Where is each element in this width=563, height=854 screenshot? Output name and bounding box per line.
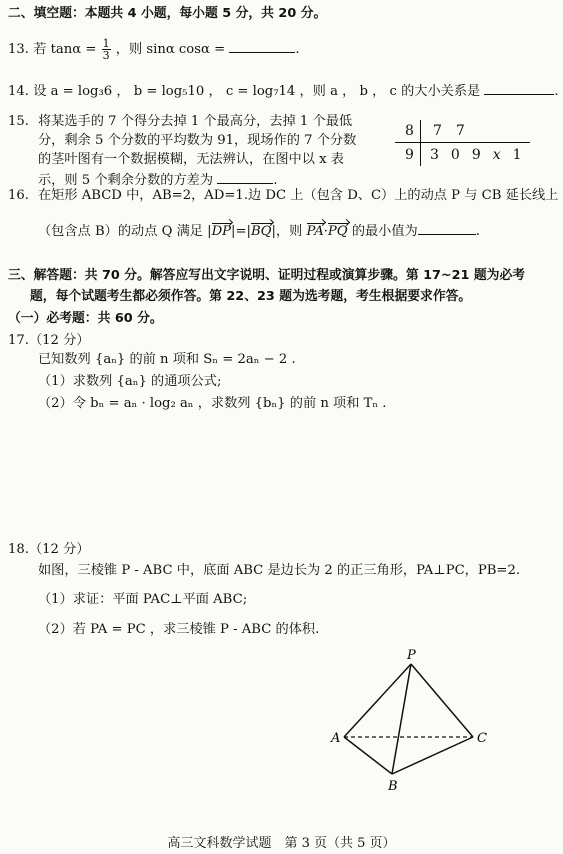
edge-AB: [344, 737, 392, 774]
leaf: 3: [430, 147, 439, 163]
q15-line-2: 分，剩余 5 个分数的平均数为 91，现场作的 7 个分数: [38, 133, 357, 148]
pyramid-figure: [325, 648, 505, 796]
stem-leaf-horizontal-line: [395, 142, 530, 143]
q18-part-2: （2）若 PA = PC ，求三棱锥 P - ABC 的体积.: [38, 622, 320, 637]
q17-line-1: 已知数列 {aₙ} 的前 n 项和 Sₙ = 2aₙ − 2 .: [38, 352, 296, 367]
question-13: 13. 若 tanα = $\frac{1}{3}$ ，则 sinα cosα = .: [8, 37, 300, 62]
q16-number: 16.: [8, 188, 29, 203]
page-footer: 高三文科数学试题 第 3 页（共 5 页）: [167, 836, 396, 851]
leaf: 0: [450, 147, 460, 163]
section-3-heading-line-1: 三、解答题：共 70 分。解答应写出文字说明、证明过程或演算步骤。第 17~21 题为必考: [8, 268, 526, 283]
question-14: 14. 设 a = log₃6 ， b = log₅10 ， c = log₇14 ，则 a ， b ， c 的大小关系是 .: [8, 84, 559, 99]
stem-9: 9: [405, 147, 414, 163]
q16-line-2-c: |，则: [271, 224, 303, 239]
q15-line-4: 示，则 5 个剩余分数的方差为 .: [38, 173, 278, 188]
q14-answer-blank[interactable]: [484, 82, 554, 95]
q13-number: 13.: [8, 42, 29, 57]
leaf-x: x: [492, 147, 501, 163]
leaf: 9: [471, 147, 481, 163]
section-3-heading-line-2: 题，每个试题考生都必须作答。第 22、23 题为选考题，考生根据要求作答。: [30, 289, 472, 304]
edge-BC: [392, 737, 473, 774]
q13-frac-numerator: 1: [102, 37, 110, 50]
q15-number: 15.: [8, 114, 29, 129]
leaf: 7: [433, 123, 442, 139]
q14-number: 14.: [8, 84, 29, 99]
dot-product-sign: ·: [323, 224, 328, 239]
q16-line-2-d: 的最小值为: [351, 224, 418, 239]
q14-text: 设 a = log₃6 ， b = log₅10 ， c = log₇14 ，则 a ， b ， c 的大小关系是: [33, 84, 481, 99]
label-A: A: [331, 731, 341, 746]
label-B: B: [388, 779, 398, 794]
q17-part-2: （2）令 bₙ = aₙ · log₂ aₙ ，求数列 {bₙ} 的前 n 项和 Tₙ .: [38, 396, 387, 411]
q15-line-4-text: 示，则 5 个剩余分数的方差为: [38, 173, 214, 188]
q13-text-pre: 若 tanα =: [33, 42, 97, 57]
q15-line-1: 将某选手的 7 个得分去掉 1 个最高分，去掉 1 个最低: [38, 114, 353, 129]
q18-part-1: （1）求证：平面 PAC⊥平面 ABC;: [38, 592, 248, 607]
q15-answer-blank[interactable]: [217, 171, 273, 184]
q18-line-1: 如图，三棱锥 P - ABC 中，底面 ABC 是边长为 2 的正三角形，PA⊥PC，PB=2.: [38, 563, 521, 578]
stem-leaf-plot: [395, 120, 530, 168]
q13-text-post: ，则 sinα cosα =: [115, 42, 226, 57]
leaves-row-1: [433, 123, 465, 139]
section-2-heading: 二、填空题：本题共 4 小题，每小题 5 分，共 20 分。: [8, 6, 327, 21]
q16-line-2: （包含点 B）的动点 Q 满足 |DP|=|BQ|，则 PA·PQ 的最小值为 .: [38, 224, 480, 239]
vector-BQ: BQ: [250, 224, 272, 239]
q13-frac-denominator: 3: [102, 49, 110, 62]
vector-DP: DP: [211, 224, 232, 239]
stem-row-1: [405, 123, 414, 139]
q15-line-3: 的茎叶图有一个数据模糊，无法辨认，在图中以 x 表: [38, 152, 344, 167]
q13-answer-blank[interactable]: [229, 40, 295, 53]
label-C: C: [477, 731, 487, 746]
stem-row-2: [405, 147, 414, 163]
vector-PA: PA: [306, 224, 324, 239]
section-3-subheading: （一）必考题：共 60 分。: [8, 311, 163, 326]
q17-part-1: （1）求数列 {aₙ} 的通项公式;: [38, 374, 222, 389]
stem-leaf-vertical-line: [420, 120, 421, 166]
edge-PC: [411, 664, 473, 737]
q17-header: 17.（12 分）: [8, 333, 90, 348]
leaf: 1: [512, 147, 522, 163]
stem-8: 8: [405, 123, 414, 139]
q16-line-1: 在矩形 ABCD 中，AB=2，AD=1.边 DC 上（包含 D、C）上的动点 P 与 CB 延长线上: [38, 188, 559, 203]
q13-fraction: [102, 38, 111, 61]
q18-header: 18.（12 分）: [8, 542, 90, 557]
q16-answer-blank[interactable]: [418, 222, 476, 235]
q16-line-2-a: （包含点 B）的动点 Q 满足 |: [38, 224, 212, 239]
vector-PQ: PQ: [327, 224, 348, 239]
q16-line-2-b: |=|: [231, 224, 251, 239]
leaf: 7: [455, 123, 465, 139]
leaves-row-2: [430, 147, 522, 163]
label-P: P: [407, 648, 416, 663]
